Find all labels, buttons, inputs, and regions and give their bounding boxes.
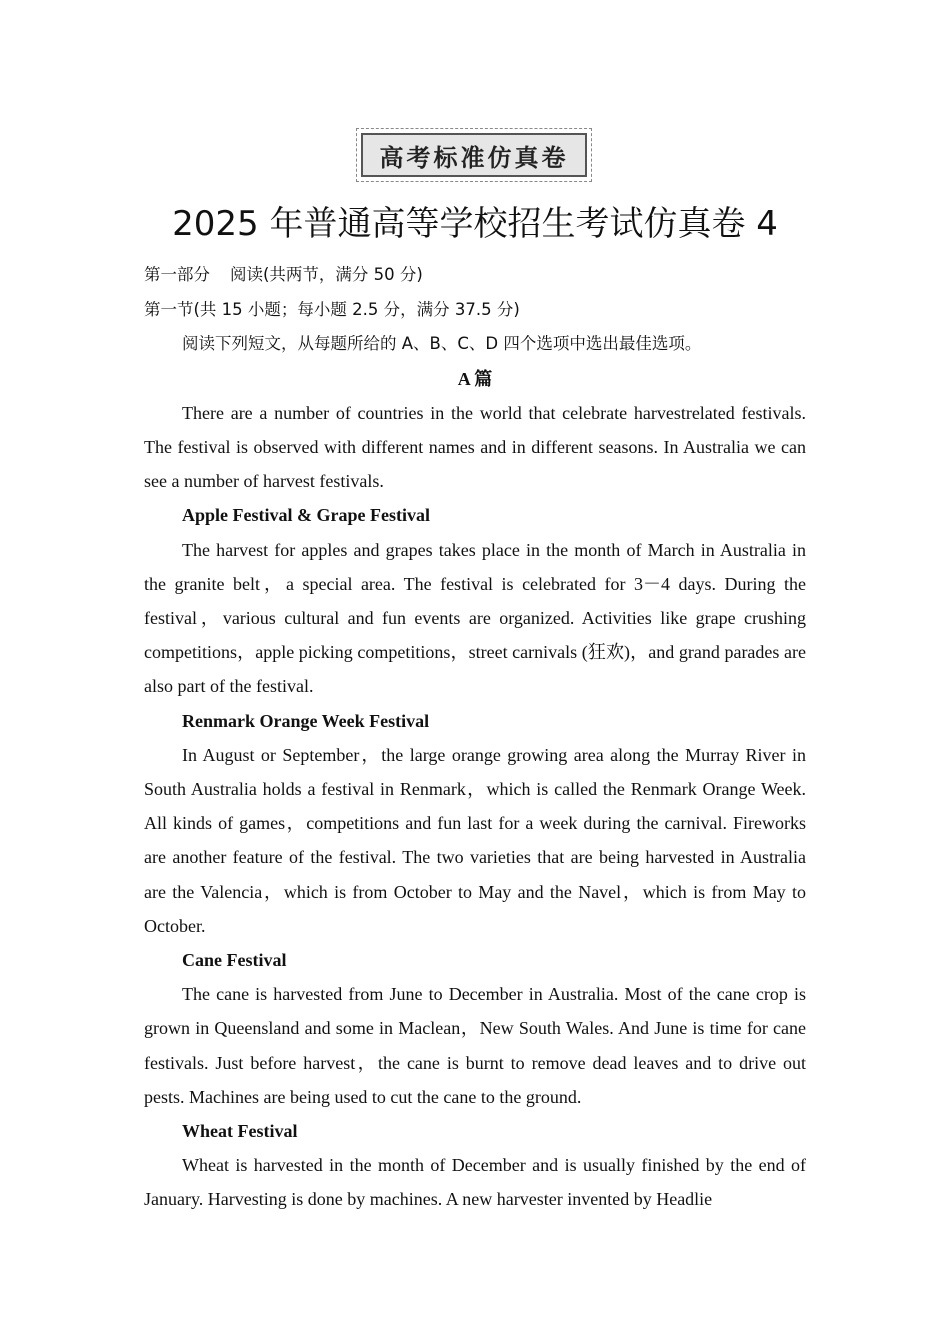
part-name: 阅读 (230, 265, 263, 284)
section-text-renmark-orange: In August or September，the large orange growing area along the Murray River in South Australia holds a festival in Renmark，which is called the Renmark Orange Week. All kinds of games，competitions and fun last for a week during the carnival. Fireworks are another feature of the festival. The two varieties that are being harvested in Australia are the Valencia，which is from October to May and the Navel，which is from May to October. (144, 744, 806, 936)
section-note: (共 15 小题；每小题 2.5 分，满分 37.5 分) (193, 300, 520, 320)
exam-content (144, 257, 806, 1217)
section-heading (144, 292, 806, 327)
exam-title: 2025 年普通高等学校招生考试仿真卷 4 (172, 204, 778, 244)
part-heading (144, 257, 806, 292)
section-text-wheat: Wheat is harvested in the month of December and is usually finished by the end of January. Harvesting is done by machines. A new harvester invented by Headlie (144, 1155, 806, 1210)
passage-intro: There are a number of countries in the world that celebrate harvestrelated festivals. The festival is observed with different names and in different seasons. In Australia we can see a number of harvest festivals. (144, 402, 806, 492)
section-heading-wheat: Wheat Festival (182, 1121, 298, 1142)
section-heading-apple-grape: Apple Festival & Grape Festival (182, 505, 430, 526)
exam-type-badge (356, 128, 592, 182)
passage-label: A 篇 (457, 368, 493, 389)
instruction: 阅读下列短文，从每题所给的 A、B、C、D 四个选项中选出最佳选项。 (182, 334, 702, 354)
section-label: 第一节 (144, 300, 194, 320)
badge-label: 高考标准仿真卷 (361, 133, 587, 177)
section-heading-renmark-orange: Renmark Orange Week Festival (182, 710, 430, 731)
section-heading-cane: Cane Festival (182, 950, 287, 971)
section-text-cane: The cane is harvested from June to December in Australia. Most of the cane crop is grown in Queensland and some in Maclean，New South Wales. And June is time for cane festivals. Just before harvest，the cane is burnt to remove dead leaves and to drive out pests. Machines are being used to cut the cane to the ground. (144, 984, 806, 1107)
part-label: 第一部分 (144, 265, 210, 284)
part-note: (共两节，满分 50 分) (263, 265, 423, 284)
section-text-apple-grape: The harvest for apples and grapes takes place in the month of March in Australia in the granite belt，a special area. The festival is celebrated for 3－4 days. During the festival，various cultural and fun events are organized. Activities like grape crushing competitions，apple picking competitions，street carnivals (狂欢)，and grand parades are also part of the festival. (144, 539, 806, 697)
